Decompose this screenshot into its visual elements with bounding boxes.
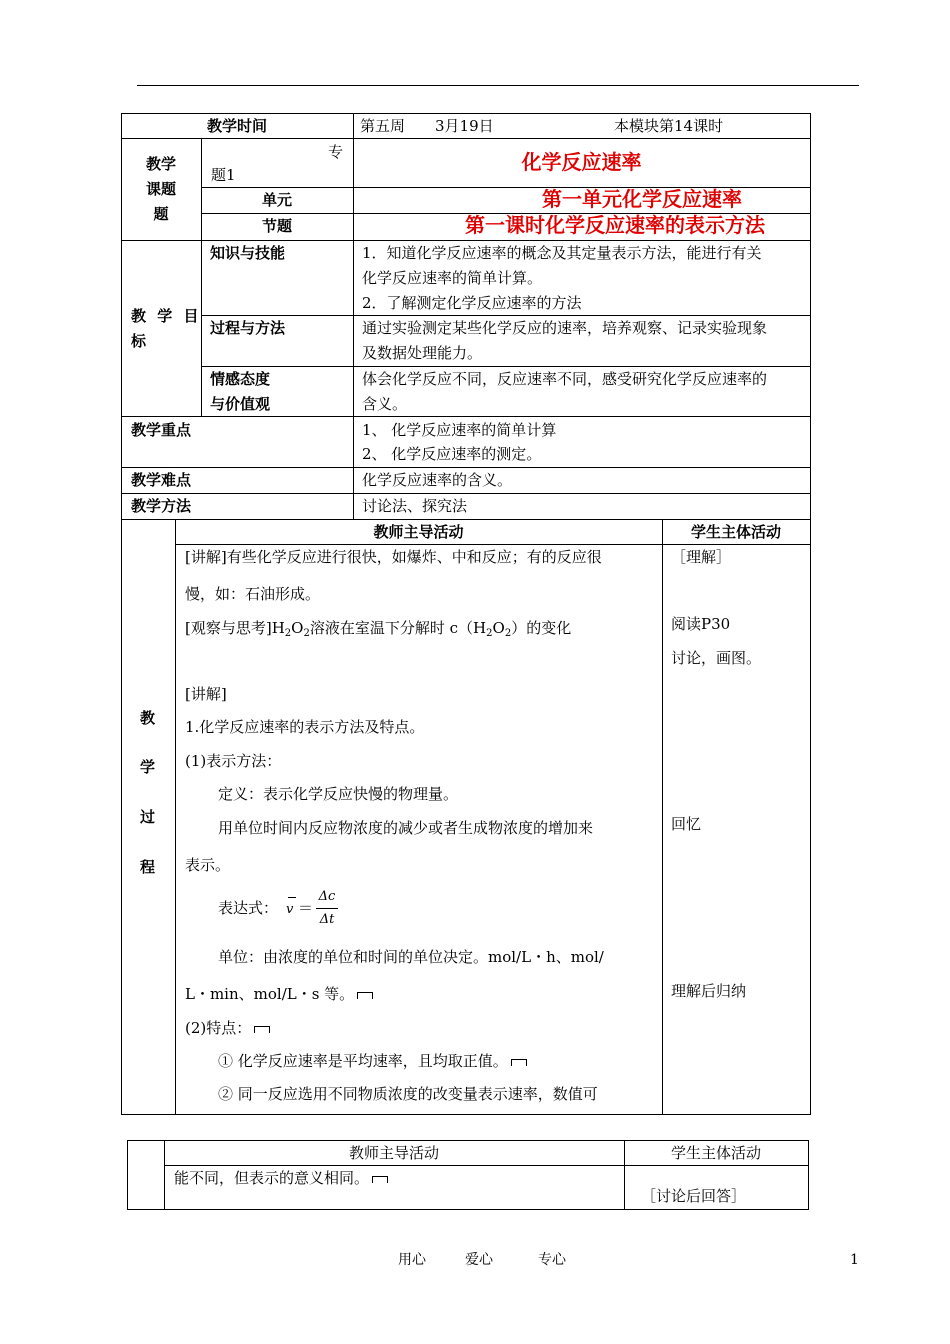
- difficulty-label: 教学难点: [131, 471, 192, 489]
- formula-equals: ＝: [298, 899, 314, 917]
- key-line1: 1、 化学反应速率的简单计算: [362, 421, 557, 439]
- teacher-line12: L・min、mol/L・s 等。: [185, 984, 373, 1004]
- knowledge-label: 知识与技能: [210, 244, 286, 262]
- topic-number: 题1: [211, 166, 236, 184]
- key-label: 教学重点: [131, 421, 192, 439]
- method-label: 教学方法: [131, 497, 192, 515]
- process-line1: 通过实验测定某些化学反应的速率，培养观察、记录实验现象: [362, 319, 768, 337]
- formula-denominator: Δt: [319, 912, 335, 927]
- process-side-char-3: 过: [140, 808, 156, 826]
- section-label: 节题: [261, 217, 292, 235]
- footer-text-1: 用心: [398, 1252, 426, 1268]
- teacher-line9: 表示。: [185, 856, 231, 874]
- student-line4: 回忆: [671, 815, 702, 833]
- teacher-line4: [讲解]: [185, 685, 227, 703]
- teacher-line2: 慢，如：石油形成。: [185, 585, 321, 603]
- table2-student-line1: ［讨论后回答］: [641, 1187, 747, 1205]
- goals-label-b: 标: [131, 332, 147, 350]
- footer-text-3: 专心: [538, 1252, 566, 1268]
- table2-teacher-line1: 能不同，但表示的意义相同。: [174, 1168, 388, 1188]
- goals-label-a: 教 学 目: [131, 307, 199, 325]
- unit-title: 第一单元化学反应速率: [542, 187, 742, 211]
- teacher-line5: 1.化学反应速率的表示方法及特点。: [185, 718, 425, 736]
- formula-numerator: Δc: [318, 889, 336, 904]
- method-value: 讨论法、探究法: [362, 497, 468, 515]
- process-label: 过程与方法: [210, 319, 286, 337]
- topic-label-line3: 题: [153, 205, 169, 223]
- student-activity-header: 学生主体活动: [690, 523, 781, 541]
- topic-label-line1: 教学: [145, 155, 176, 173]
- teacher-line15: ② 同一反应选用不同物质浓度的改变量表示速率，数值可: [218, 1085, 598, 1103]
- emotion-line2: 含义。: [362, 395, 408, 413]
- topic-label-line2: 课题: [145, 180, 176, 198]
- time-label: 教学时间: [206, 117, 267, 135]
- teacher-line8: 用单位时间内反应物浓度的减少或者生成物浓度的增加来: [218, 819, 594, 837]
- table2-student-header: 学生主体活动: [670, 1144, 761, 1162]
- topic-title: 化学反应速率: [521, 150, 642, 174]
- teacher-line14: ① 化学反应速率是平均速率，且均取正值。: [218, 1051, 527, 1071]
- teacher-line6: (1)表示方法：: [185, 752, 282, 770]
- student-line1: ［理解］: [671, 548, 732, 566]
- teacher-line11: 单位：由浓度的单位和时间的单位决定。mol/L・h、mol/: [218, 948, 604, 966]
- student-line2: 阅读P30: [671, 615, 731, 633]
- knowledge-line1: 1．知道化学反应速率的概念及其定量表示方法，能进行有关: [362, 244, 762, 262]
- teacher-line13: (2)特点：: [185, 1018, 270, 1038]
- teacher-line7: 定义：表示化学反应快慢的物理量。: [218, 785, 459, 803]
- header-rule: [137, 85, 859, 86]
- process-side-char-4: 程: [140, 858, 156, 876]
- teacher-activity-header: 教师主导活动: [373, 523, 464, 541]
- process-side-char-2: 学: [140, 758, 156, 776]
- process-line2: 及数据处理能力。: [362, 344, 483, 362]
- formula-label: 表达式：: [218, 899, 279, 917]
- student-line5: 理解后归纳: [671, 982, 747, 1000]
- difficulty-value: 化学反应速率的含义。: [362, 471, 513, 489]
- teacher-line1: [讲解]有些化学反应进行很快，如爆炸、中和反应；有的反应很: [185, 548, 602, 566]
- zhuan-text: 专: [328, 143, 344, 161]
- module-value: 本模块第14课时: [614, 117, 724, 135]
- section-title: 第一课时化学反应速率的表示方法: [465, 213, 765, 237]
- knowledge-line2: 化学反应速率的简单计算。: [362, 269, 543, 287]
- knowledge-line3: 2．了解测定化学反应速率的方法: [362, 294, 582, 312]
- emotion-line1: 体会化学反应不同，反应速率不同，感受研究化学反应速率的: [362, 370, 768, 388]
- unit-label: 单元: [261, 191, 292, 209]
- student-line3: 讨论，画图。: [671, 649, 762, 667]
- footer-text-2: 爱心: [465, 1252, 493, 1268]
- page-number: 1: [850, 1252, 859, 1268]
- formula-v: v: [286, 902, 294, 917]
- key-line2: 2、 化学反应速率的测定。: [362, 445, 542, 463]
- process-side-char-1: 教: [140, 709, 156, 727]
- time-value: 第五周 3月19日: [360, 117, 494, 135]
- emotion-label1: 情感态度: [210, 370, 271, 388]
- emotion-label2: 与价值观: [210, 395, 271, 413]
- teacher-line3: [观察与思考]$H_2O_2$溶液在室温下分解时 $c(H_2O_2)$的变化: [185, 619, 572, 639]
- table2-teacher-header: 教师主导活动: [348, 1144, 439, 1162]
